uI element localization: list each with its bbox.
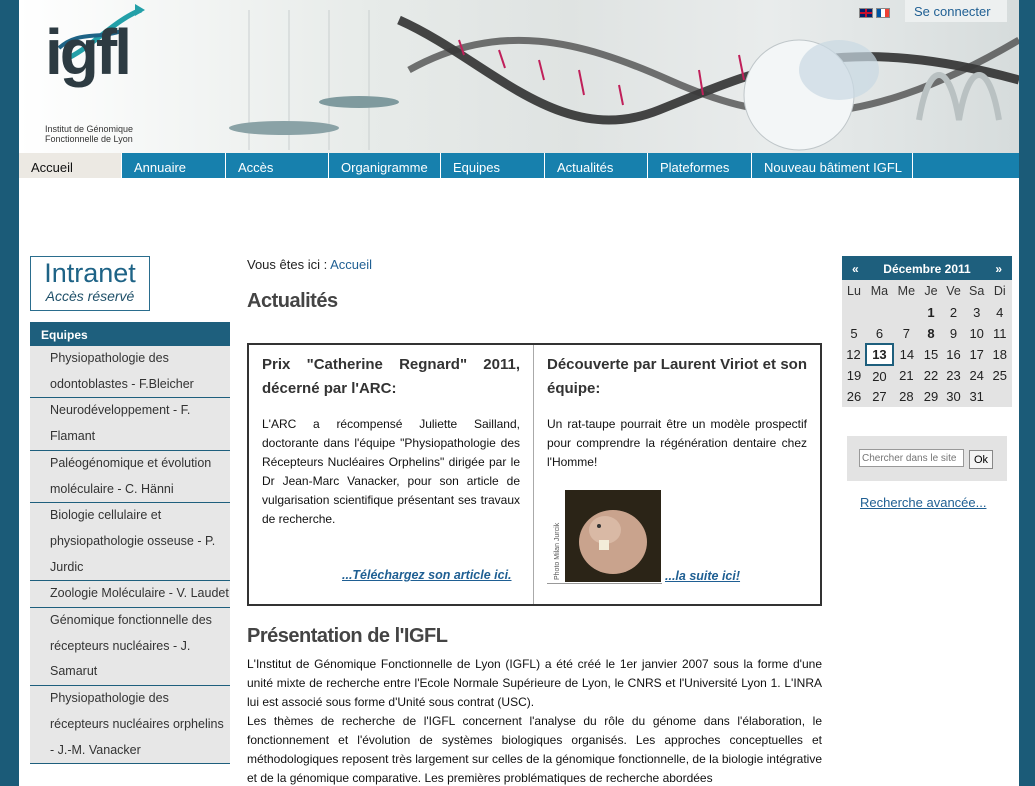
calendar-weekday: Lu — [847, 284, 861, 298]
sidebar-heading: Equipes — [30, 322, 230, 346]
nav-item-accueil[interactable]: Accueil — [19, 153, 122, 178]
sidebar-item[interactable]: Zoologie Moléculaire - V. Laudet — [30, 581, 230, 608]
nav-item-equipes[interactable]: Equipes — [441, 153, 545, 178]
news-text: L'ARC a récompensé Juliette Sailland, doctorante dans l'équipe "Physiopathologie des Récepteurs Nucléaires Orphelins" dirigée par le Dr Jean-Marc Vanacker, pour son article de vulgarisation scientifique présentant ses travaux de recherche. — [262, 417, 520, 526]
mole-rat-photo[interactable] — [547, 490, 662, 584]
calendar-day[interactable]: 19 — [846, 368, 862, 383]
intranet-title: Intranet — [44, 258, 136, 288]
breadcrumb-prefix: Vous êtes ici : — [247, 257, 331, 272]
calendar-day[interactable]: 24 — [969, 368, 984, 383]
calendar-weekday: Di — [993, 284, 1006, 298]
calendar-grid — [842, 280, 1012, 407]
intranet-subtitle: Accès réservé — [45, 288, 135, 304]
calendar-day[interactable]: 10 — [969, 326, 984, 341]
presentation-paragraph: Les thèmes de recherche de l'IGFL concernent l'analyse du rôle du génome dans l'élaboration, le fonctionnement et l'évolution de systèmes biologiques organisés. Les approches conceptuelles et méthodologiques reposent très largement sur celles de la génomique fonctionnelle, de la biologie intégrative et de la génomique comparative. Les premières problématiques de recherche abordées — [247, 714, 822, 785]
calendar-day[interactable]: 12 — [846, 347, 861, 362]
news-title: Découverte par Laurent Viriot et son équipe: — [547, 356, 807, 397]
photo-credit: Photo Milan Jurcik — [554, 522, 561, 580]
calendar-week — [842, 302, 1011, 323]
news-more-link[interactable]: ...la suite ici! — [665, 569, 741, 583]
calendar-day[interactable]: 13 — [866, 344, 893, 365]
calendar-week — [842, 365, 1011, 386]
search-input[interactable] — [859, 449, 964, 467]
sidebar-item[interactable]: Neurodéveloppement - F. Flamant — [30, 398, 230, 450]
sidebar-item[interactable]: Physiopathologie des récepteurs nucléaires orphelins - J.-M. Vanacker — [30, 686, 230, 764]
intranet-button[interactable] — [30, 256, 150, 311]
calendar-empty-cell — [989, 386, 1011, 407]
logo[interactable]: igfl — [45, 16, 129, 88]
sidebar-item[interactable]: Génomique fonctionnelle des récepteurs nucléaires - J. Samarut — [30, 608, 230, 686]
calendar-prev-button[interactable]: « — [852, 262, 859, 276]
calendar-day[interactable]: 11 — [993, 326, 1007, 341]
calendar-day[interactable]: 15 — [923, 347, 939, 362]
calendar-day[interactable]: 22 — [923, 368, 939, 383]
sidebar-item[interactable]: Physiopathologie des odontoblastes - F.Bleicher — [30, 346, 230, 398]
page-title: Actualités — [247, 290, 338, 312]
presentation-paragraph: L'Institut de Génomique Fonctionnelle de Lyon (IGFL) a été créé le 1er janvier 2007 sous la forme d'une unité mixte de recherche entre l'Ecole Normale Supérieure de Lyon, le CNRS et l'Université Lyon 1. L'INRA lui est associé sous forme d'Unité sous contrat (USC). — [247, 657, 822, 709]
news-download-link[interactable]: ...Téléchargez son article ici. — [342, 568, 512, 582]
calendar-day[interactable]: 17 — [969, 347, 984, 362]
calendar-day[interactable]: 5 — [850, 326, 858, 341]
calendar-day[interactable]: 28 — [899, 389, 914, 404]
presentation-title: Présentation de l'IGFL — [247, 625, 448, 647]
nav-item-acces[interactable]: Accès — [226, 153, 329, 178]
calendar-day[interactable]: 25 — [992, 368, 1007, 383]
fr-flag-icon[interactable] — [876, 8, 890, 18]
header-banner — [19, 0, 1019, 153]
calendar-day[interactable]: 8 — [927, 326, 935, 341]
breadcrumb — [247, 257, 372, 272]
calendar-day[interactable]: 30 — [946, 389, 961, 404]
news-item — [534, 345, 820, 604]
calendar-weekday: Je — [924, 284, 938, 298]
calendar-weekday: Ma — [870, 284, 889, 298]
calendar — [842, 256, 1012, 407]
calendar-day[interactable]: 6 — [875, 325, 884, 341]
calendar-week — [842, 323, 1011, 344]
nav-item-organigramme[interactable]: Organigramme — [329, 153, 441, 178]
calendar-weekday: Me — [897, 284, 916, 298]
calendar-empty-cell — [893, 302, 920, 323]
calendar-day[interactable]: 7 — [902, 326, 910, 341]
calendar-day[interactable]: 29 — [923, 389, 939, 404]
advanced-search-link[interactable]: Recherche avancée... — [860, 495, 987, 510]
calendar-next-button[interactable]: » — [995, 262, 1002, 276]
news-text: Un rat-taupe pourrait être un modèle prospectif pour comprendre la régénération dentaire chez l'Homme! — [547, 417, 807, 469]
news-box — [247, 343, 822, 606]
news-item — [249, 345, 534, 604]
banner-artwork — [19, 0, 1019, 153]
search-button[interactable]: Ok — [969, 450, 993, 469]
calendar-week — [842, 386, 1011, 407]
nav-item-nouveau-batiment[interactable]: Nouveau bâtiment IGFL — [752, 153, 913, 178]
language-switcher — [859, 8, 890, 18]
calendar-header — [842, 256, 1012, 280]
calendar-day[interactable]: 18 — [992, 347, 1007, 362]
sidebar-teams — [30, 322, 230, 764]
breadcrumb-link[interactable]: Accueil — [330, 257, 373, 272]
calendar-empty-cell — [866, 302, 893, 323]
calendar-day[interactable]: 31 — [969, 389, 984, 404]
calendar-week — [842, 344, 1011, 365]
nav-item-actualites[interactable]: Actualités — [545, 153, 648, 178]
news-title: Prix "Catherine Regnard" 2011, décerné par l'ARC: — [262, 356, 520, 397]
calendar-day[interactable]: 26 — [846, 389, 862, 404]
nav-item-annuaire[interactable]: Annuaire — [122, 153, 226, 178]
calendar-month: Décembre 2011 — [883, 262, 971, 276]
sidebar-item[interactable]: Biologie cellulaire et physiopathologie osseuse - P. Jurdic — [30, 503, 230, 581]
calendar-day[interactable]: 21 — [899, 368, 914, 383]
search-box — [847, 436, 1007, 481]
presentation-text — [247, 655, 822, 786]
page — [19, 0, 1019, 786]
calendar-day[interactable]: 1 — [927, 305, 935, 320]
calendar-day[interactable]: 2 — [949, 305, 958, 320]
calendar-day[interactable]: 3 — [973, 305, 981, 320]
main-nav — [19, 153, 1019, 178]
calendar-day[interactable]: 4 — [996, 305, 1004, 320]
calendar-day[interactable]: 14 — [899, 347, 915, 362]
calendar-weekday: Sa — [969, 284, 985, 298]
login-link[interactable]: Se connecter — [905, 0, 1007, 22]
calendar-day[interactable]: 20 — [872, 368, 887, 384]
uk-flag-icon[interactable] — [859, 8, 873, 18]
sidebar-item[interactable]: Paléogénomique et évolution moléculaire - C. Hänni — [30, 451, 230, 503]
calendar-empty-cell — [842, 302, 866, 323]
nav-item-plateformes[interactable]: Plateformes — [648, 153, 752, 178]
logo-subtitle: Institut de Génomique Fonctionnelle de Lyon — [45, 124, 134, 144]
calendar-day[interactable]: 27 — [872, 389, 887, 404]
calendar-day[interactable]: 16 — [946, 347, 961, 362]
calendar-day[interactable]: 23 — [946, 368, 961, 383]
calendar-day[interactable]: 9 — [949, 326, 958, 341]
calendar-weekday: Ve — [946, 284, 961, 298]
